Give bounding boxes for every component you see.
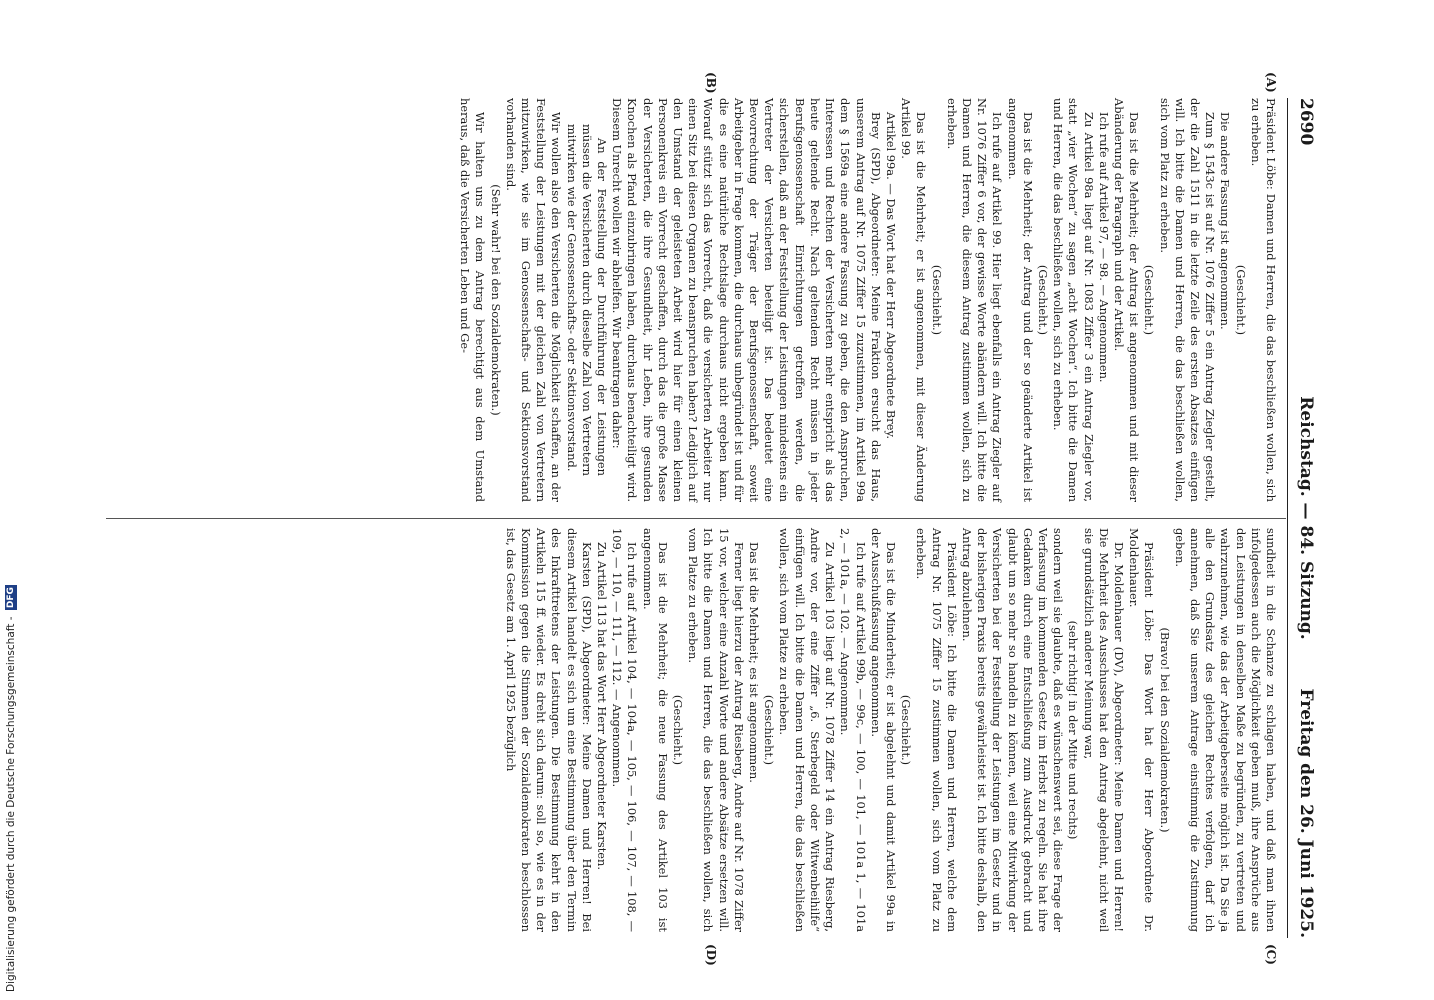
page-header	[1290, 98, 1318, 938]
paragraph: Das ist die Mehrheit; es ist angenommen.	[747, 542, 762, 783]
paragraph: Präsident Löbe: Ich bitte die Damen und Herren, welche dem Antrag Nr. 1075 Ziffer 15 zustimmen wollen, sich vom Platz zu erheben.	[914, 528, 959, 932]
margin-mark-a: (A)	[1264, 72, 1278, 93]
paragraph: Das ist die Minderheit; er ist abgelehnt und damit Artikel 99a in der Ausschußfassung angenommen.	[868, 528, 898, 932]
paragraph: Zum § 1543c ist auf Nr. 1076 Ziffer 5 ein Antrag Ziegler gestellt, der die Zahl 1511 in die letzte Zeile des ersten Absatzes einfügen will. Ich bitte die Damen und Herren, die das beschließen wollen, sich vom Platz zu erheben.	[1157, 98, 1218, 502]
column-divider	[106, 518, 1286, 519]
rotated-document-page	[102, 72, 1318, 966]
paragraph: sundheit in die Schanze zu schlagen haben, und daß man ihnen infolgedessen auch die Möglichkeit geben muß, ihre Ansprüche aus den Leistungen in denselben Maße zu begründen, zu vertreten und wahrzunehmen, wie das der Arbeitgeberseite möglich ist. Da Sie ja alle den Grundsatz des gleichen Rechtes verfolgen, darf ich annehmen, daß Sie unserem Antrage einstimmig die Zustimmung geben.	[1172, 528, 1278, 932]
credit-text: Digitalisierung gefördert durch die Deutsche Forschungsgemeinschaft -	[5, 616, 17, 992]
stage-direction: (Geschieht.)	[1233, 264, 1248, 336]
paragraph: Wir halten uns zu dem Antrag berechtigt aus dem Umstand heraus, daß die Versicherten Leben und Ge-	[458, 98, 488, 502]
stage-direction: (Geschieht.)	[899, 694, 914, 766]
margin-mark-c: (C)	[1264, 944, 1278, 965]
stage-direction: (Geschieht.)	[929, 264, 944, 336]
stage-direction: (Bravo! bei den Sozialdemokraten.)	[1157, 627, 1172, 833]
page-number: 2690	[1296, 98, 1316, 146]
header-session: Reichstag. — 84. Sitzung.	[1296, 396, 1316, 640]
paragraph: Ich rufe auf Artikel 104, — 104a, — 105, — 106, — 107, — 108, — 109, — 110, — 111, — 112. — Angenommen.	[610, 528, 640, 932]
stage-direction: (Sehr wahr! bei den Sozialdemokraten.)	[488, 184, 503, 416]
paragraph: Das ist die Mehrheit; die neue Fassung des Artikel 103 ist angenommen.	[640, 528, 670, 932]
speech-paragraph: Dr. Moldenhauer (DV), Abgeordneter: Meine Damen und Herren! Die Mehrheit des Ausschusses hat den Antrag abgelehnt, nicht weil sie grundsätzlich anderer Meinung war,	[1081, 528, 1126, 932]
paragraph: Präsident Löbe: Damen und Herren, die das beschließen wollen, sich zu erheben.	[1248, 98, 1278, 502]
digitization-credit	[4, 585, 18, 992]
paragraph: Zu Artikel 113 hat das Wort Herr Abgeordneter Karsten.	[595, 542, 610, 870]
paragraph: Ferner liegt hierzu der Antrag Riesberg, Andre auf Nr. 1078 Ziffer 15 vor, welcher eine Anzahl Worte und andere Absätze ersetzen will. Ich bitte die Damen und Herren, die das beschließen wollen, sich vom Platze zu erheben.	[686, 528, 746, 932]
paragraph: Ich rufe auf Artikel 99. Hier liegt ebenfalls ein Antrag Ziegler auf Nr. 1076 Ziffer 6 vor, der gewisse Worte abändern will. Ich bitte die Damen und Herren, die diesem Antrag zustimmen wollen, sich zu erheben.	[944, 98, 1005, 502]
paragraph: Ich rufe auf Artikel 97, — 98. — Angenommen.	[1096, 112, 1111, 383]
left-column	[457, 98, 1278, 502]
paragraph: Das ist die Mehrheit; er ist angenommen, mit dieser Änderung Artikel 99.	[899, 98, 929, 502]
margin-mark-d: (D)	[704, 944, 718, 966]
paragraph: Artikel 99a. — Das Wort hat der Herr Abgeordnete Brey.	[883, 112, 898, 440]
speech-paragraph: Karsten (SPD), Abgeordneter: Meine Damen und Herren! Bei diesem Artikel handelt es sich um eine Bestimmung über den Termin des Inkrafttretens der Leistungen. Die Bestimmung kehrt in den Artikeln 115 ff. wieder. Es dreht sich darum: soll so, wie es in der Kommission gegen die Stimmen der Sozialdemokraten beschlossen ist, das Gesetz am 1. April 1925 bezüglich	[503, 528, 594, 932]
quoted-motion: An der Feststellung der Durchführung der Leistungen müssen die Versicherten durch dieselbe Zahl von Vertretern mitwirken wie der Genossenschafts- oder Sektionsvorstand.	[564, 124, 610, 476]
paragraph: Zu Artikel 103 liegt auf Nr. 1078 Ziffer 14 ein Antrag Riesberg, Andre vor, der eine Ziffer „6. Sterbegeld oder Witwenbeihilfe“ einfügen will. Ich bitte die Damen und Herren, die das beschließen wollen, sich vom Platze zu erheben.	[777, 528, 838, 932]
right-column	[503, 528, 1278, 932]
stage-direction: (Geschieht.)	[671, 694, 686, 766]
stage-direction: (Geschieht.)	[762, 694, 777, 766]
header-rule	[1287, 98, 1288, 938]
dfg-logo: DFG	[6, 587, 16, 609]
paragraph: Präsident Löbe: Das Wort hat der Herr Abgeordnete Dr. Moldenhauer.	[1127, 528, 1157, 932]
paragraph: Ich rufe auf Artikel 99b, — 99c, — 100, — 101, — 101a 1, — 101a 2, — 101a, — 102. — Angenommen.	[838, 528, 868, 932]
speech-paragraph: Brey (SPD), Abgeordneter: Meine Fraktion ersucht das Haus, unserem Antrag auf Nr. 1075 Ziffer 15 zuzustimmen, im Artikel 99a dem § 1569a eine andere Fassung zu geben, die den Anspruchen, Interessen und Rechten der Versicherten mehr entspricht als das heute geltende Recht. Nach geltendem Recht müssen in jeder Berufsgenossenschaft Einrichtungen getroffen werden, die sicherstellen, daß an der Feststellung der Leistungen mindestens ein Vertreter der Versicherten beteiligt ist. Das bedeutet eine Bevorrechtung der Träger der Berufsgenossenschaft, soweit Arbeitgeber in Frage kommen, die durchaus unbegründet ist und für die es eine natürliche Rechtslage durchaus nicht ergeben kann. Worauf stützt sich das Vorrecht, daß die versicherten Arbeiter nur einen Sitz bei diesen Organen zu beanspruchen haben? Lediglich auf den Umstand der geleisteten Arbeit wird hier für einen kleinen Personenkreis ein Vorrecht geschaffen, durch das die große Masse der Versicherten, die ihre Gesundheit, ihr Leben, ihre gesunden Knochen als Pfand einzubringen haben, durchaus benachteiligt wird. Diesem Unrecht wollen wir abhelfen. Wir beantragen daher:	[610, 98, 883, 502]
stage-direction: (Geschieht.)	[1142, 264, 1157, 336]
paragraph: Wir wollen also den Versicherten die Möglichkeit schaffen, an der Feststellung der Leistungen mit der gleichen Zahl von Vertretern mitzuwirken, wie sie im Genossenschafts- und Sektionsvorstand vorhanden sind.	[503, 98, 564, 502]
header-date: Freitag den 26. Juni 1925.	[1296, 688, 1316, 938]
paragraph: Das ist die Mehrheit; der Antrag ist angenommen und mit dieser Abänderung der Paragraph und der Artikel.	[1111, 98, 1142, 502]
margin-mark-b: (B)	[704, 72, 718, 94]
stage-direction: (sehr richtig! in der Mitte und rechts)	[1066, 620, 1081, 840]
paragraph: sondern weil sie glaubte, daß es wünschenswert sei, diese Frage der Verfassung im kommenden Gesetz im Herbst zu regeln. Sie hat ihre Gedanken durch eine Entschließung zum Ausdruck gebracht und glaubt um so mehr so handeln zu können, weil eine Mitwirkung der Versicherten bei der Feststellung der Leistungen im Gesetz und in der bisherigen Praxis bereits gewährleistet ist. Ich bitte deshalb, den Antrag abzulehnen.	[959, 528, 1066, 932]
paragraph: Die andere Fassung ist angenommen.	[1218, 112, 1233, 330]
paragraph: Das ist die Mehrheit; der Antrag und der so geänderte Artikel ist angenommen.	[1005, 98, 1035, 502]
stage-direction: (Geschieht.)	[1035, 264, 1050, 336]
paragraph: Zu Artikel 98a liegt auf Nr. 1083 Ziffer 3 ein Antrag Ziegler vor, statt „vier Wochen“ zu sagen „acht Wochen“. Ich bitte die Damen und Herren, die das beschließen wollen, sich zu erheben.	[1051, 98, 1096, 502]
